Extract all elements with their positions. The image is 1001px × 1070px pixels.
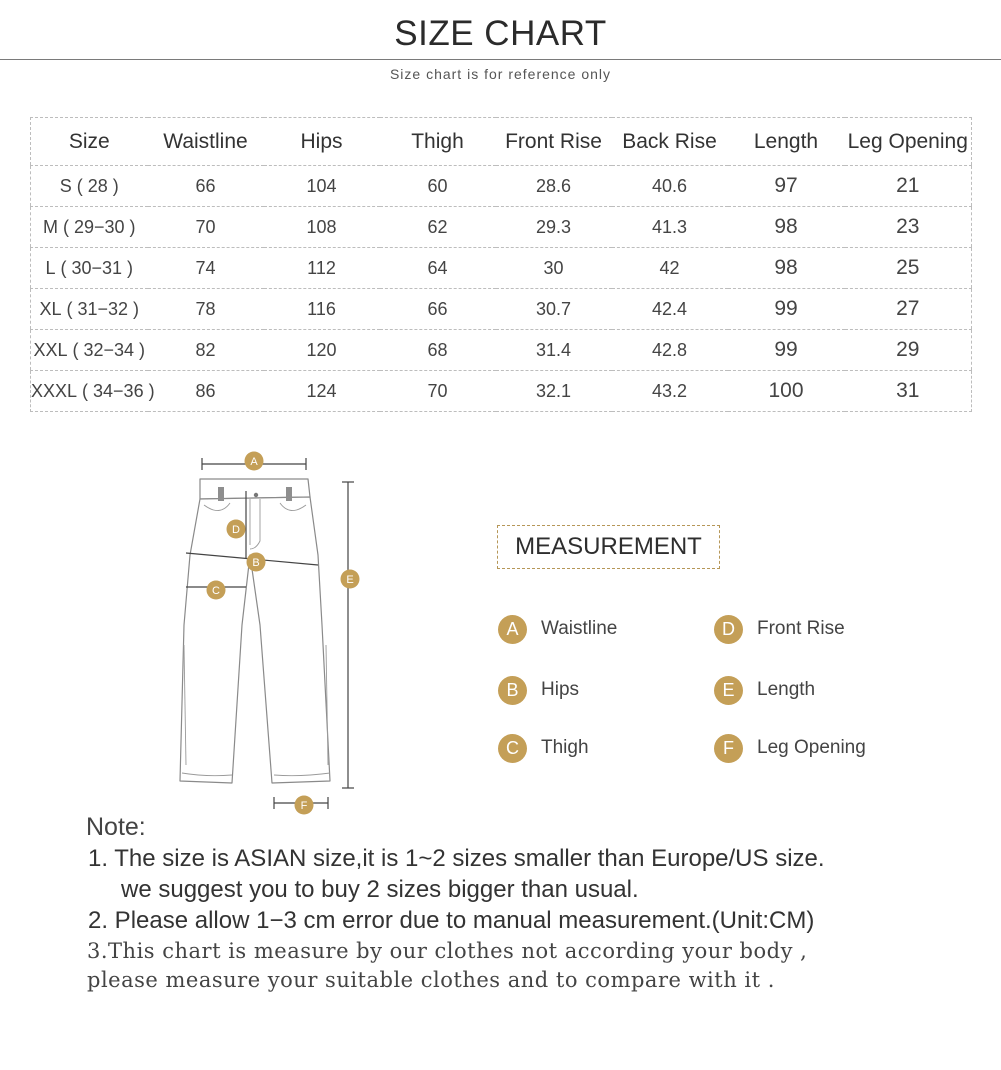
front-rise-cell: 28.6 (496, 166, 612, 207)
legend-item-waistline (498, 614, 617, 644)
leg-opening-cell: 21 (845, 166, 972, 207)
legend-label-hips: Hips (541, 679, 580, 700)
waistline-cell: 82 (148, 330, 264, 371)
front-rise-cell: 29.3 (496, 207, 612, 248)
size-table (30, 117, 972, 412)
length-cell: 97 (728, 166, 845, 207)
marker-d-label: D (232, 524, 240, 536)
col-header-hips: Hips (300, 129, 343, 153)
length-cell: 100 (728, 371, 845, 412)
table-row (31, 289, 972, 330)
table-row (31, 207, 972, 248)
note-title: Note: (86, 813, 146, 841)
marker-d-badge (227, 520, 246, 539)
hips-cell: 108 (264, 207, 380, 248)
legend-item-leg-opening (714, 733, 866, 763)
legend-item-hips (498, 675, 579, 705)
marker-e-badge (341, 570, 360, 589)
legend-label-length: Length (757, 679, 816, 700)
note-line-3: 3.This chart is measure by our clothes not according your body , (87, 939, 808, 963)
legend-item-length (714, 675, 815, 705)
col-header-front-rise: Front Rise (505, 129, 602, 153)
legend-badge-f: F (714, 734, 743, 763)
legend-badge-b: B (498, 676, 527, 705)
back-rise-cell: 42 (612, 248, 728, 289)
table-header-row (31, 118, 972, 166)
note-line-2: 2. Please allow 1−3 cm error due to manual measurement.(Unit:CM) (88, 907, 815, 934)
measurement-heading: MEASUREMENT (497, 525, 720, 569)
size-cell: L ( 30−31 ) (31, 248, 148, 289)
legend-item-thigh (498, 733, 589, 763)
size-cell: M ( 29−30 ) (31, 207, 148, 248)
hips-cell: 124 (264, 371, 380, 412)
waistline-cell: 74 (148, 248, 264, 289)
length-cell: 98 (728, 207, 845, 248)
marker-a-badge (245, 452, 264, 471)
thigh-cell: 62 (380, 207, 496, 248)
leg-opening-cell: 31 (845, 371, 972, 412)
thigh-cell: 66 (380, 289, 496, 330)
legend-badge-c: C (498, 734, 527, 763)
back-rise-cell: 43.2 (612, 371, 728, 412)
table-row (31, 166, 972, 207)
pants-outline (180, 497, 330, 783)
hips-cell: 120 (264, 330, 380, 371)
hips-cell: 112 (264, 248, 380, 289)
marker-c-badge (207, 581, 226, 600)
note-line-1: 1. The size is ASIAN size,it is 1~2 sizes smaller than Europe/US size. (88, 845, 825, 872)
length-cell: 99 (728, 330, 845, 371)
col-header-leg-opening: Leg Opening (847, 129, 968, 153)
marker-e-label: E (346, 574, 354, 586)
legend-badge-a: A (498, 615, 527, 644)
legend-label-front-rise: Front Rise (757, 618, 845, 639)
leg-opening-cell: 25 (845, 248, 972, 289)
title-divider (0, 59, 1001, 60)
waistline-cell: 66 (148, 166, 264, 207)
col-header-length: Length (753, 129, 819, 153)
leg-opening-cell: 29 (845, 330, 972, 371)
length-cell: 98 (728, 248, 845, 289)
legend-label-thigh: Thigh (541, 737, 589, 758)
front-rise-cell: 32.1 (496, 371, 612, 412)
page-title: SIZE CHART (394, 14, 607, 53)
col-header-thigh: Thigh (411, 129, 464, 153)
marker-f-badge (295, 796, 314, 815)
back-rise-cell: 41.3 (612, 207, 728, 248)
hips-cell: 104 (264, 166, 380, 207)
leg-opening-cell: 23 (845, 207, 972, 248)
waistline-cell: 78 (148, 289, 264, 330)
table-row (31, 330, 972, 371)
front-rise-cell: 31.4 (496, 330, 612, 371)
col-header-size: Size (68, 129, 110, 153)
note-line-1b: we suggest you to buy 2 sizes bigger than usual. (121, 876, 639, 903)
size-cell: XXXL ( 34−36 ) (31, 371, 148, 412)
hips-cell: 116 (264, 289, 380, 330)
size-cell: S ( 28 ) (31, 166, 148, 207)
front-rise-cell: 30 (496, 248, 612, 289)
size-cell: XL ( 31−32 ) (31, 289, 148, 330)
pants-diagram (170, 445, 370, 825)
legend-badge-e: E (714, 676, 743, 705)
back-rise-cell: 42.8 (612, 330, 728, 371)
legend-badge-d: D (714, 615, 743, 644)
back-rise-cell: 42.4 (612, 289, 728, 330)
waistline-cell: 70 (148, 207, 264, 248)
thigh-cell: 70 (380, 371, 496, 412)
size-cell: XXL ( 32−34 ) (31, 330, 148, 371)
back-rise-cell: 40.6 (612, 166, 728, 207)
thigh-cell: 64 (380, 248, 496, 289)
legend-label-waistline: Waistline (541, 618, 618, 639)
table-row (31, 248, 972, 289)
marker-b-label: B (252, 557, 260, 569)
marker-c-label: C (212, 585, 220, 597)
length-cell: 99 (728, 289, 845, 330)
legend-item-front-rise (714, 614, 845, 644)
col-header-back-rise: Back Rise (622, 129, 717, 153)
legend-label-leg-opening: Leg Opening (757, 737, 866, 758)
note-line-3b: please measure your suitable clothes and to compare with it . (87, 968, 775, 992)
marker-a-label: A (250, 456, 258, 468)
thigh-cell: 68 (380, 330, 496, 371)
front-rise-cell: 30.7 (496, 289, 612, 330)
leg-opening-cell: 27 (845, 289, 972, 330)
waistline-cell: 86 (148, 371, 264, 412)
thigh-cell: 60 (380, 166, 496, 207)
page-subtitle: Size chart is for reference only (389, 66, 612, 82)
table-row (31, 371, 972, 412)
marker-f-label: F (300, 800, 308, 812)
col-header-waistline: Waistline (163, 129, 248, 153)
marker-b-badge (247, 553, 266, 572)
